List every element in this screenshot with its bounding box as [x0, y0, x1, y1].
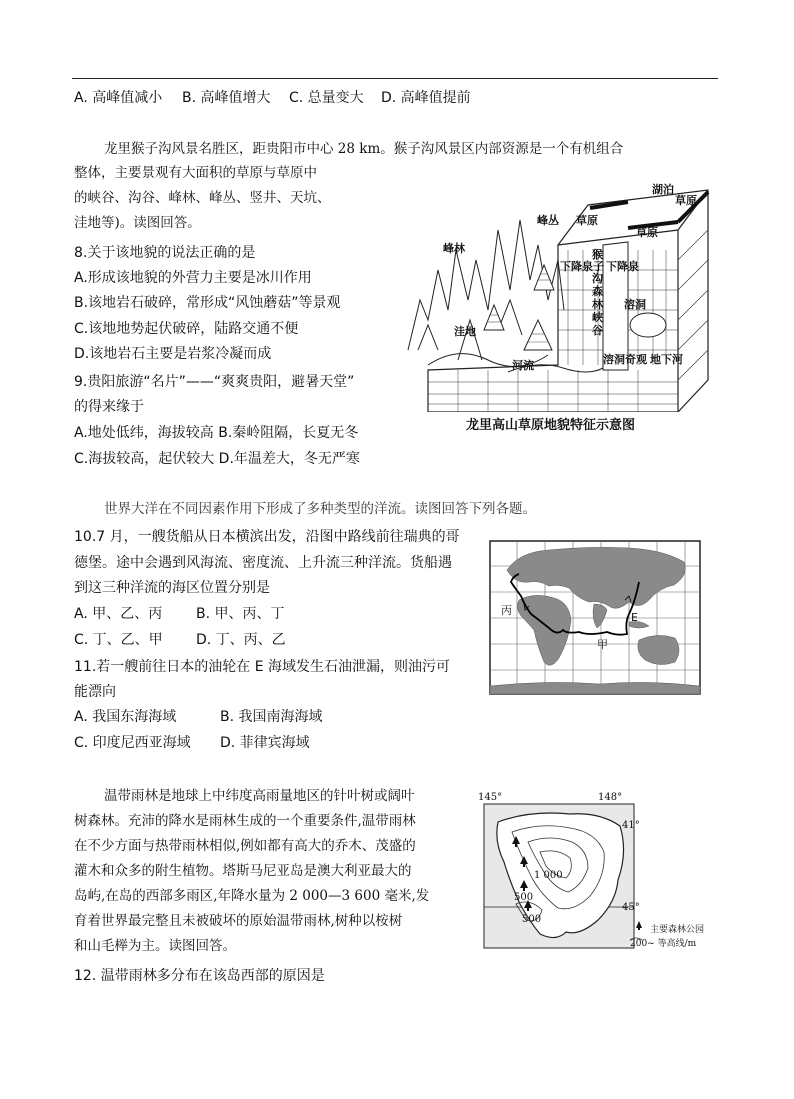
passage3-line: 在不少方面与热带雨林相似,例如都有高大的乔木、茂盛的	[74, 838, 416, 854]
q8-option-a: A.形成该地貌的外营力主要是冰川作用	[74, 270, 312, 286]
q11-stem: 能漂向	[74, 684, 116, 700]
passage3-line: 温带雨林是地球上中纬度高雨量地区的针叶树或阔叶	[104, 788, 415, 804]
q11-option-a: A. 我国东海海域	[74, 709, 177, 725]
lon-label-right: 148°	[598, 792, 623, 803]
label-wadi: 洼地	[454, 325, 476, 338]
label-fengcong: 峰丛	[537, 214, 559, 227]
passage1-line: 龙里猴子沟风景名胜区，距贵阳市中心 28 km。猴子沟风景区内部资源是一个有机组合	[104, 141, 624, 157]
lon-label-left: 145°	[478, 792, 503, 803]
q9-stem: 9.贵阳旅游“名片”——“爽爽贵阳，避暑天堂”	[74, 374, 355, 390]
passage2-text: 世界大洋在不同因素作用下形成了多种类型的洋流。读图回答下列各题。	[104, 501, 536, 517]
label-fenglin: 峰林	[443, 242, 465, 255]
legend-forest-park: 主要森林公园	[650, 925, 705, 935]
label-descending-spring: 下降泉	[560, 260, 593, 273]
passage3-line: 岛屿,在岛的西部多雨区,年降水量为 2 000—3 600 毫米,发	[74, 888, 430, 904]
passage3-line: 树森林。充沛的降水是雨林生成的一个重要条件,温带雨林	[74, 813, 416, 829]
lat-label-top: 41°	[622, 820, 640, 831]
top-rule	[72, 78, 718, 79]
contour-label-500: 500	[514, 892, 534, 903]
q10-option-b: B. 甲、丙、丁	[196, 606, 285, 622]
q12-stem: 12. 温带雨林多分布在该岛西部的原因是	[74, 968, 325, 984]
q11-option-d: D. 菲律宾海域	[220, 735, 310, 751]
passage1-line: 洼地等)。读图回答。	[74, 215, 201, 231]
q8-option-c: C.该地地势起伏破碎，陆路交通不便	[74, 321, 299, 337]
q9-stem: 的得来缘于	[74, 399, 144, 415]
label-cave-wonder: 溶洞奇观	[603, 353, 647, 366]
q10-option-c: C. 丁、乙、甲	[74, 632, 163, 648]
q8-option-d: D.该地岩石主要是岩浆冷凝而成	[74, 346, 272, 362]
q7-option-b: B. 高峰值增大	[182, 90, 271, 106]
q11-stem: 11.若一艘前往日本的油轮在 E 海域发生石油泄漏，则油污可	[74, 659, 451, 675]
label-river: 河流	[512, 359, 534, 372]
passage3-line: 育着世界最完整且未被破坏的原始温带雨林,树种以桉树	[74, 913, 403, 929]
legend-contour: 200~ 等高线/m	[630, 939, 697, 949]
label-lake: 湖泊	[652, 183, 674, 196]
q11-option-c: C. 印度尼西亚海域	[74, 735, 191, 751]
passage1-line: 的峡谷、沟谷、峰林、峰丛、竖井、天坑、	[74, 190, 331, 206]
tasmania-map-figure	[470, 792, 718, 952]
map-label-e: E	[631, 611, 638, 624]
passage3-line: 灌木和众多的附生植物。塔斯马尼亚岛是澳大利亚最大的	[74, 863, 412, 879]
label-descending-spring: 下降泉	[606, 260, 639, 273]
figure1-caption: 龙里高山草原地貌特征示意图	[466, 418, 636, 433]
q8-stem: 8.关于该地貌的说法正确的是	[74, 245, 256, 261]
label-underground-river: 地下河	[650, 353, 683, 366]
q8-option-b: B.该地岩石破碎，常形成“风蚀蘑菇”等景观	[74, 295, 341, 311]
q10-option-a: A. 甲、乙、丙	[74, 606, 163, 622]
q10-stem: 德堡。途中会遇到风海流、密度流、上升流三种洋流。货船遇	[74, 555, 452, 571]
map-label-bing: 丙	[501, 604, 512, 617]
q10-stem: 到这三种洋流的海区位置分别是	[74, 580, 270, 596]
q11-option-b: B. 我国南海海域	[220, 709, 323, 725]
q7-option-d: D. 高峰值提前	[381, 90, 471, 106]
label-grassland: 草原	[576, 214, 598, 227]
world-map-figure	[489, 540, 701, 695]
contour-label-1000: 1 000	[534, 870, 563, 881]
label-monkey: 猴	[592, 248, 603, 261]
label-grassland: 草原	[675, 194, 697, 207]
passage1-line: 整体，主要景观有大面积的草原与草原中	[74, 165, 317, 181]
lat-label-bottom: 45°	[622, 902, 640, 913]
map-label-jia: 甲	[597, 638, 608, 651]
karst-landform-figure	[398, 150, 718, 412]
q7-option-c: C. 总量变大	[289, 90, 364, 106]
label-zi: 子	[593, 260, 604, 273]
q9-option-cd: C.海拔较高，起伏较大 D.年温差大，冬无严寒	[74, 451, 360, 467]
q7-option-a: A. 高峰值减小	[74, 90, 163, 106]
q9-option-ab: A.地处低纬，海拔较高 B.秦岭阻隔，长夏无冬	[74, 425, 359, 441]
q10-option-d: D. 丁、丙、乙	[196, 632, 286, 648]
passage3-line: 和山毛榉为主。读图回答。	[74, 938, 236, 954]
contour-label-500b: 500	[522, 914, 542, 925]
q10-stem: 10.7 月，一艘货船从日本横滨出发，沿图中路线前往瑞典的哥	[74, 529, 460, 545]
label-cave: 溶洞	[624, 298, 646, 311]
label-grassland: 草原	[636, 226, 658, 239]
label-gorge: 沟 森 林 峡 谷	[592, 272, 603, 337]
